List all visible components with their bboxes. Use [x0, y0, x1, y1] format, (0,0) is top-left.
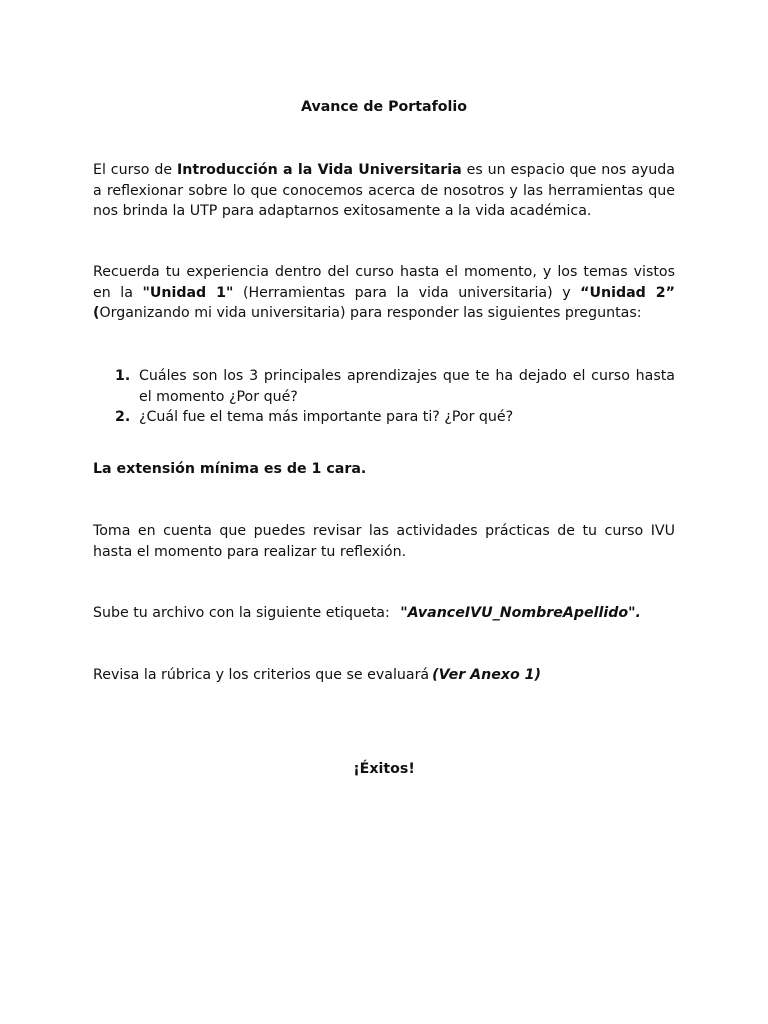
- unit1-label: "Unidad 1": [142, 284, 234, 301]
- question-number: 2.: [115, 409, 131, 425]
- review-note: Toma en cuenta que puedes revisar las actividades prácticas de tu curso IVU hasta el momento para realizar tu reflexión.: [93, 523, 675, 560]
- instructions-before: Recuerda tu experiencia dentro del curso hasta el momento, y los temas vistos en la: [93, 264, 675, 301]
- file-label: "AvanceIVU_NombreApellido".: [400, 605, 641, 621]
- question-number: 1.: [115, 368, 131, 384]
- min-length-note: La extensión mínima es de 1 cara.: [93, 461, 367, 477]
- rubric-instruction: [93, 665, 693, 685]
- upload-instruction: [93, 603, 693, 623]
- list-item: [93, 366, 675, 407]
- questions-list: [93, 366, 675, 428]
- document-title: Avance de Portafolio: [301, 99, 467, 115]
- question-text: ¿Cuál fue el tema más importante para ti? ¿Por qué?: [139, 409, 514, 425]
- intro-before: El curso de: [93, 162, 177, 178]
- intro-after: es un espacio que nos ayuda a reflexionar sobre lo que conocemos acerca de nosotros y las herramientas que nos brinda la UTP para adaptarnos exitosamente a la vida académica.: [93, 162, 675, 219]
- intro-paragraph: [93, 160, 675, 222]
- annex-reference: (Ver Anexo 1): [432, 667, 542, 683]
- instructions-paragraph: [93, 262, 675, 324]
- unit1-description: (Herramientas para la vida universitaria) y: [233, 284, 581, 301]
- course-name: Introducción a la Vida Universitaria: [177, 162, 462, 178]
- rubric-text: Revisa la rúbrica y los criterios que se evaluará: [93, 667, 430, 683]
- upload-text: Sube tu archivo con la siguiente etiqueta:: [93, 605, 390, 621]
- instructions-after: Organizando mi vida universitaria) para responder las siguientes preguntas:: [99, 305, 642, 321]
- closing-message: ¡Éxitos!: [353, 761, 415, 777]
- list-item: [93, 407, 675, 428]
- question-text: Cuáles son los 3 principales aprendizajes que te ha dejado el curso hasta el momento ¿Por qué?: [139, 368, 675, 405]
- unit2-label: “Unidad 2” (: [93, 284, 675, 321]
